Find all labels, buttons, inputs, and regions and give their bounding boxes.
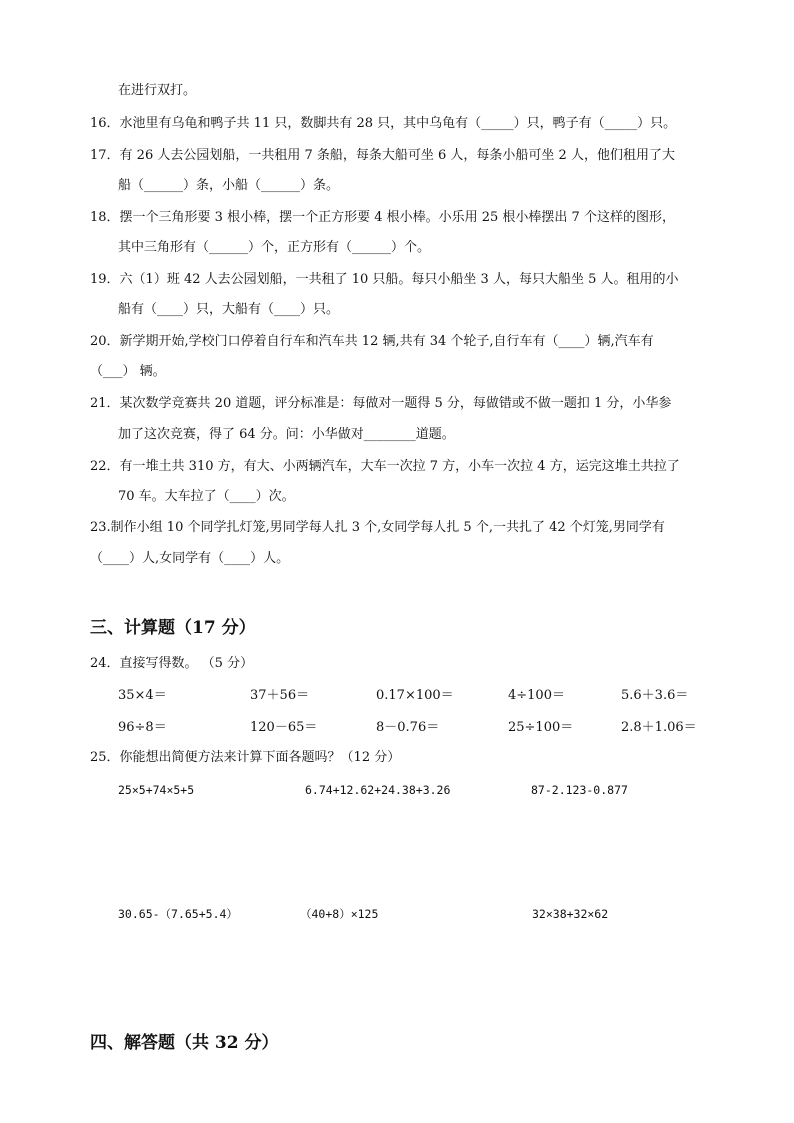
- q24-expr-r1c4: 4÷100＝: [508, 688, 565, 703]
- q24-expr-r2c5: 2.8＋1.06＝: [621, 720, 697, 735]
- q24-expr-r1c5: 5.6＋3.6＝: [621, 688, 689, 703]
- question-16: 16．水池里有乌龟和鸭子共 11 只，数脚共有 28 只，其中乌龟有（_____）只，鸭子有（_____）只。: [90, 116, 677, 131]
- question-18-line-2: 其中三角形有（______）个，正方形有（______）个。: [118, 240, 431, 255]
- section-4-heading: 四、解答题（共 32 分）: [90, 1033, 279, 1053]
- question-18-line-1: 18．摆一个三角形要 3 根小棒，摆一个正方形要 4 根小棒。小乐用 25 根小棒摆出 7 个这样的图形，: [90, 210, 675, 225]
- section-3-heading: 三、计算题（17 分）: [90, 618, 256, 638]
- question-21-line-2: 加了这次竞赛，得了 64 分。问：小华做对________道题。: [118, 427, 455, 442]
- q24-expr-r1c1: 35×4＝: [118, 688, 167, 703]
- q25-expr-r2c3: 32×38+32×62: [532, 907, 609, 921]
- question-22-line-1: 22．有一堆土共 310 方，有大、小两辆汽车，大车一次拉 7 方，小车一次拉 4 方，运完这堆土共拉了: [90, 459, 680, 474]
- q24-expr-r2c3: 8－0.76＝: [376, 720, 440, 735]
- q25-expr-r2c2: （40+8）×125: [300, 907, 379, 921]
- question-20-line-1: 20．新学期开始,学校门口停着自行车和汽车共 12 辆,共有 34 个轮子,自行车有（____）辆,汽车有: [90, 334, 654, 349]
- question-22-line-2: 70 车。大车拉了（____）次。: [118, 489, 295, 504]
- question-17-line-1: 17．有 26 人去公园划船，一共租用 7 条船，每条大船可坐 6 人，每条小船可坐 2 人，他们租用了大: [90, 148, 675, 163]
- q24-expr-r1c3: 0.17×100＝: [376, 688, 454, 703]
- question-20-line-2: （___） 辆。: [90, 364, 166, 379]
- q24-expr-r2c4: 25÷100＝: [508, 720, 574, 735]
- question-15-continuation: 在进行双打。: [118, 83, 197, 98]
- q24-expr-r1c2: 37＋56＝: [250, 688, 310, 703]
- q24-expr-r2c1: 96÷8＝: [118, 720, 167, 735]
- question-23-line-1: 23.制作小组 10 个同学扎灯笼,男同学每人扎 3 个,女同学每人扎 5 个,一共扎了 42 个灯笼,男同学有: [90, 520, 665, 535]
- question-24: 24．直接写得数。 （5 分）: [90, 656, 254, 671]
- q25-expr-r1c3: 87-2.123-0.877: [531, 783, 628, 797]
- question-23-line-2: （____）人,女同学有（____）人。: [90, 551, 290, 566]
- question-19-line-1: 19．六（1）班 42 人去公园划船，一共租了 10 只船。每只小船坐 3 人，每只大船坐 5 人。租用的小: [90, 272, 679, 287]
- question-25: 25．你能想出简便方法来计算下面各题吗？（12 分）: [90, 750, 401, 765]
- q25-expr-r2c1: 30.65-（7.65+5.4）: [118, 907, 238, 921]
- question-21-line-1: 21．某次数学竞赛共 20 道题，评分标准是：每做对一题得 5 分，每做错或不做一题扣 1 分，小华参: [90, 396, 672, 411]
- q25-expr-r1c2: 6.74+12.62+24.38+3.26: [305, 783, 451, 797]
- q25-expr-r1c1: 25×5+74×5+5: [118, 783, 195, 797]
- question-19-line-2: 船有（____）只，大船有（____）只。: [118, 302, 340, 317]
- q24-expr-r2c2: 120－65＝: [250, 720, 318, 735]
- question-17-line-2: 船（______）条，小船（______）条。: [118, 178, 340, 193]
